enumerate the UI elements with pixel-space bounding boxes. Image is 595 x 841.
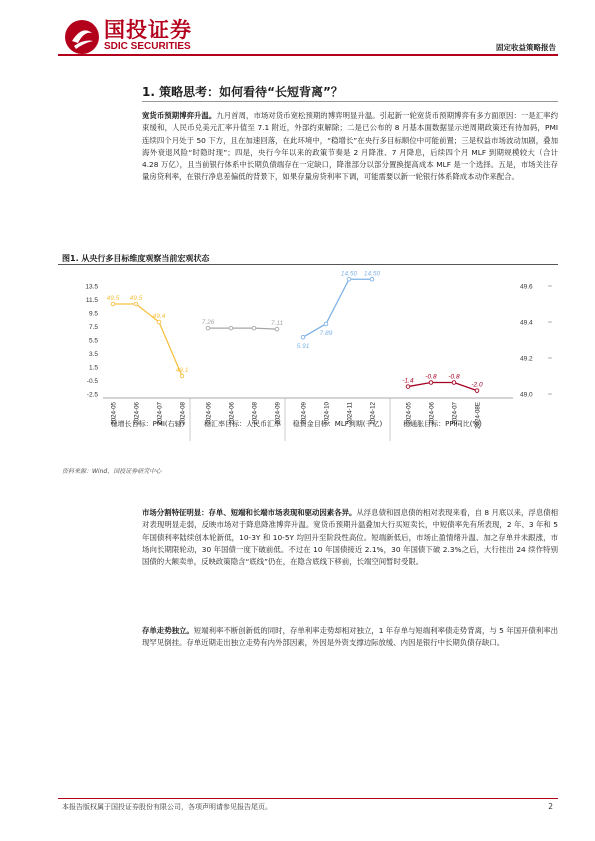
- left-tick-label: -0.5: [86, 378, 98, 385]
- group-label: 稳增长目标：PMI(右轴): [110, 420, 185, 428]
- paragraph-ncd-trend: [142, 625, 558, 650]
- x-tick-label: 2024-08: [251, 402, 259, 425]
- x-tick-label: 2024-05: [405, 402, 413, 425]
- left-tick-label: -2.5: [86, 391, 98, 399]
- figure-divider: [58, 264, 558, 265]
- left-tick-label: 5.5: [88, 337, 98, 345]
- figure-source: 资料来源：Wind，国投证券研究中心: [62, 468, 162, 475]
- section-divider: [142, 101, 558, 102]
- data-label: -2.0: [471, 381, 483, 389]
- data-label: 5.91: [296, 343, 310, 351]
- data-point: [370, 277, 374, 281]
- right-axis: [520, 284, 552, 399]
- data-label: 14.50: [340, 270, 358, 278]
- x-tick-label: 2024-06: [133, 402, 141, 425]
- left-tick-label: 3.5: [88, 351, 98, 358]
- data-point: [252, 326, 256, 330]
- data-label: -0.8: [425, 373, 437, 381]
- data-label: 49.5: [106, 295, 120, 302]
- data-label: 7.26: [201, 319, 215, 327]
- left-tick-label: 7.5: [88, 324, 98, 331]
- chart-series: [107, 270, 483, 392]
- paragraph-lead: 存单走势独立。: [142, 626, 194, 635]
- x-tick-label: 2024-11: [346, 402, 354, 425]
- report-type: 固定收益策略报告: [496, 43, 556, 52]
- data-label: 14.50: [363, 270, 381, 278]
- data-point: [429, 381, 433, 385]
- logo-en-text: SDIC SECURITIES: [104, 41, 191, 52]
- series-line: [303, 279, 372, 337]
- x-tick-label: 2024-10: [323, 402, 331, 425]
- x-tick-label: 2024-09: [300, 402, 308, 425]
- data-point: [452, 381, 456, 385]
- header-divider: [58, 54, 558, 56]
- paragraph-market-segmentation: [142, 507, 558, 568]
- group-label: 稳汇率目标：人民币汇率: [204, 420, 281, 428]
- paragraph-body: 九月首周，市场对货币宽松预期的博弈明显升温。引起新一轮宽货币预期博弈有多方面原因：一是汇率约束缓和，人民币兑美元汇率升值至 7.1 附近，外部约束解除；二是已公布的 8 月基本面数据显示逆周期政策还有待加码，PMI 连续四个月处于 50 下方，且在加速回落，在此环境中，“稳增长”在央行多目标顺位中可能前置；三是权益市场波动加剧，叠加海外衰退风险“时隐时现”；四是，央行今年以来的政策节奏是 2 月降准、7 月降息，后续四个月 MLF 到期规模较大（合计 4.28 万亿），且当前银行体系中长期负债端存在一定缺口，降准部分以部分置换提高成本 MLF 是一个选择。五是，市场关注存量房贷利率，在银行净息差偏低的背景下，如果存量房贷利率下调，可能需要以新一轮银行体系降成本动作来配合。: [142, 111, 558, 182]
- x-tick-label: 2024-08: [179, 402, 187, 425]
- x-tick-label: 2024-07: [156, 402, 164, 425]
- data-point: [347, 277, 351, 281]
- left-tick-label: 13.5: [85, 283, 98, 291]
- x-tick-label: 2024-06: [428, 402, 436, 425]
- x-tick-label: 2024-12: [369, 402, 377, 425]
- data-label: 49.1: [175, 367, 189, 374]
- data-point: [229, 326, 233, 330]
- right-tick-label: 49.0: [520, 391, 533, 399]
- left-tick-label: 9.5: [88, 310, 98, 318]
- footer-divider: [58, 798, 558, 799]
- data-point: [134, 302, 138, 306]
- page-number: 2: [548, 802, 553, 811]
- logo-cn-text: 国投证券: [104, 17, 192, 42]
- data-point: [180, 374, 184, 378]
- data-point: [475, 389, 479, 393]
- data-label: 7.11: [270, 320, 284, 328]
- data-point: [301, 335, 305, 339]
- left-tick-label: 11.5: [85, 297, 98, 304]
- x-tick-label: 2024-08E: [474, 402, 482, 429]
- group-label: 稳通胀目标：PPI同比(%): [403, 420, 482, 428]
- figure-title: 图1. 从央行多目标维度观察当前宏观状态: [62, 254, 210, 263]
- data-point: [206, 326, 210, 330]
- sdic-logo-icon: [64, 19, 100, 55]
- data-label: 7.89: [319, 329, 333, 337]
- data-point: [111, 302, 115, 306]
- data-point: [275, 327, 279, 331]
- paragraph-body: 短端利率不断创新低的同时，存单利率走势却相对独立，1 年存单与短端利率债走势背离，与 5 年国开债利率出现罕见倒挂。存单近期走出独立走势有内外部因素，外因是外资支撑边际放缓、内因是银行中长期负债存缺口。: [142, 626, 558, 648]
- paragraph-lead: 宽货币预期博弈升温。: [142, 111, 217, 120]
- data-point: [324, 322, 328, 326]
- data-label: -1.4: [402, 377, 414, 385]
- data-label: 49.4: [152, 313, 166, 320]
- x-tick-label: 2024-07: [451, 402, 459, 425]
- data-label: -0.8: [448, 373, 460, 381]
- series-line: [208, 328, 277, 329]
- footer-disclaimer: 本报告版权属于国投证券股份有限公司，各项声明请参见报告尾页。: [62, 803, 272, 811]
- right-tick-label: 49.2: [520, 355, 533, 363]
- left-axis: [85, 284, 98, 399]
- group-label: 稳资金目标：MLF到期(千亿): [292, 420, 383, 428]
- left-tick-label: 1.5: [88, 364, 98, 372]
- paragraph-body: 从浮息债和固息债的相对表现来看，自 8 月底以来，浮息债相对表现明显走弱，反映市场对于降息降准博弈升温。宽货币预期升温叠加大行买短卖长，中短债率先有所表现，2 年、3 年和 5 年国债利率陆续创本轮新低，10-3Y 和 10-5Y 均回升至阶段性高位。短端新低后，市场止盈情绪升温、加之存单并未跟涨，市场向长期限轮动，30 年国债一度下破前低。不过在 10 年国债接近 2.1%，30 年国债下破 2.3%之后，大行挂出 24 续作特别国债的大额卖单，反映政策隐含“底线”仍在，在隐含底线下移前，长端空间暂时受限。: [142, 508, 558, 567]
- multi-target-chart: [58, 266, 558, 448]
- series-line: [408, 383, 477, 391]
- paragraph-lead: 市场分割特征明显：存单、短端和长端市场表现和驱动因素各异。: [142, 508, 357, 517]
- right-tick-label: 49.6: [520, 283, 533, 291]
- x-tick-label: 2024-06: [228, 402, 236, 425]
- x-axis: [103, 398, 513, 441]
- paragraph-easing-expectation: [142, 110, 558, 184]
- data-point: [406, 385, 410, 389]
- x-tick-label: 2024-09: [274, 402, 282, 425]
- right-tick-label: 49.4: [520, 319, 533, 327]
- x-tick-label: 2024-05: [110, 402, 118, 425]
- data-point: [157, 320, 161, 324]
- x-tick-label: 2024-06: [205, 402, 213, 425]
- data-label: 49.5: [129, 295, 143, 302]
- series-line: [113, 304, 182, 376]
- section-title: 1. 策略思考：如何看待“长短背离”？: [142, 85, 343, 99]
